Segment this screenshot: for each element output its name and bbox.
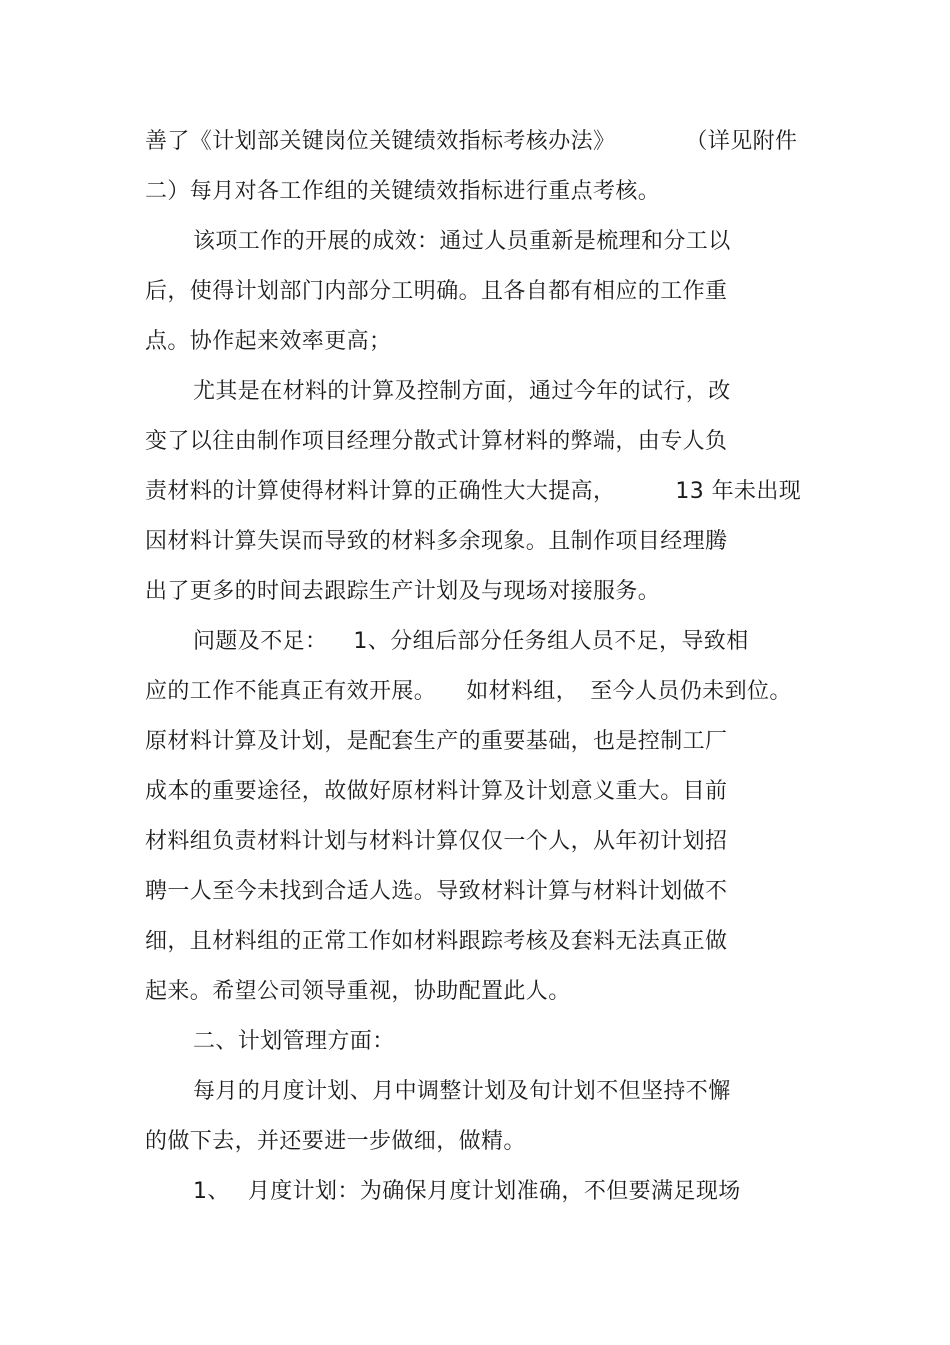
text-line xyxy=(145,677,792,707)
text-line xyxy=(145,127,797,157)
text-line: 尤其是在材料的计算及控制方面，通过今年的试行，改 xyxy=(193,379,731,404)
text-line: 的做下去，并还要进一步做细，做精。 xyxy=(145,1129,526,1154)
text-line: 点。协作起来效率更高； xyxy=(145,329,392,354)
text-line: 聘一人至今未找到合适人选。导致材料计算与材料计划做不 xyxy=(145,879,728,904)
text-line: 细，且材料组的正常工作如材料跟踪考核及套料无法真正做 xyxy=(145,929,728,954)
text-line xyxy=(193,627,749,657)
text-line: 出了更多的时间去跟踪生产计划及与现场对接服务。 xyxy=(145,579,661,604)
text-line: 该项工作的开展的成效：通过人员重新是梳理和分工以 xyxy=(193,229,731,254)
text-line: 材料组负责材料计划与材料计算仅仅一个人，从年初计划招 xyxy=(145,829,728,854)
text-line: 后，使得计划部门内部分工明确。且各自都有相应的工作重 xyxy=(145,279,728,304)
text-line: 起来。希望公司领导重视，协助配置此人。 xyxy=(145,979,571,1004)
text-line: 原材料计算及计划，是配套生产的重要基础，也是控制工厂 xyxy=(145,729,728,754)
text-line: 二）每月对各工作组的关键绩效指标进行重点考核。 xyxy=(145,179,661,204)
text-segment: 1、分组后部分任务组人员不足，导致相 xyxy=(353,629,749,654)
section-heading: 二、计划管理方面： xyxy=(193,1029,395,1054)
text-segment: （详见附件 xyxy=(685,129,798,154)
text-segment: 13 年未出现 xyxy=(675,479,802,504)
text-line xyxy=(145,477,801,507)
text-segment: 责材料的计算使得材料计算的正确性大大提高， xyxy=(145,479,616,504)
text-line xyxy=(193,1177,741,1207)
text-segment: 月度计划：为确保月度计划准确，不但要满足现场 xyxy=(247,1179,741,1204)
text-segment: 善了《计划部关键岗位关键绩效指标考核办法》 xyxy=(145,129,616,154)
text-segment: 问题及不足： xyxy=(193,629,328,654)
text-line: 变了以往由制作项目经理分散式计算材料的弊端，由专人负 xyxy=(145,429,728,454)
text-segment: 如材料组， xyxy=(466,679,579,704)
text-line: 因材料计算失误而导致的材料多余现象。且制作项目经理腾 xyxy=(145,529,728,554)
text-segment: 至今人员仍未到位。 xyxy=(590,679,792,704)
text-line: 每月的月度计划、月中调整计划及旬计划不但坚持不懈 xyxy=(193,1079,731,1104)
text-segment: 应的工作不能真正有效开展。 xyxy=(145,679,437,704)
text-line: 成本的重要途径，故做好原材料计算及计划意义重大。目前 xyxy=(145,779,728,804)
list-number: 1、 xyxy=(193,1179,230,1204)
